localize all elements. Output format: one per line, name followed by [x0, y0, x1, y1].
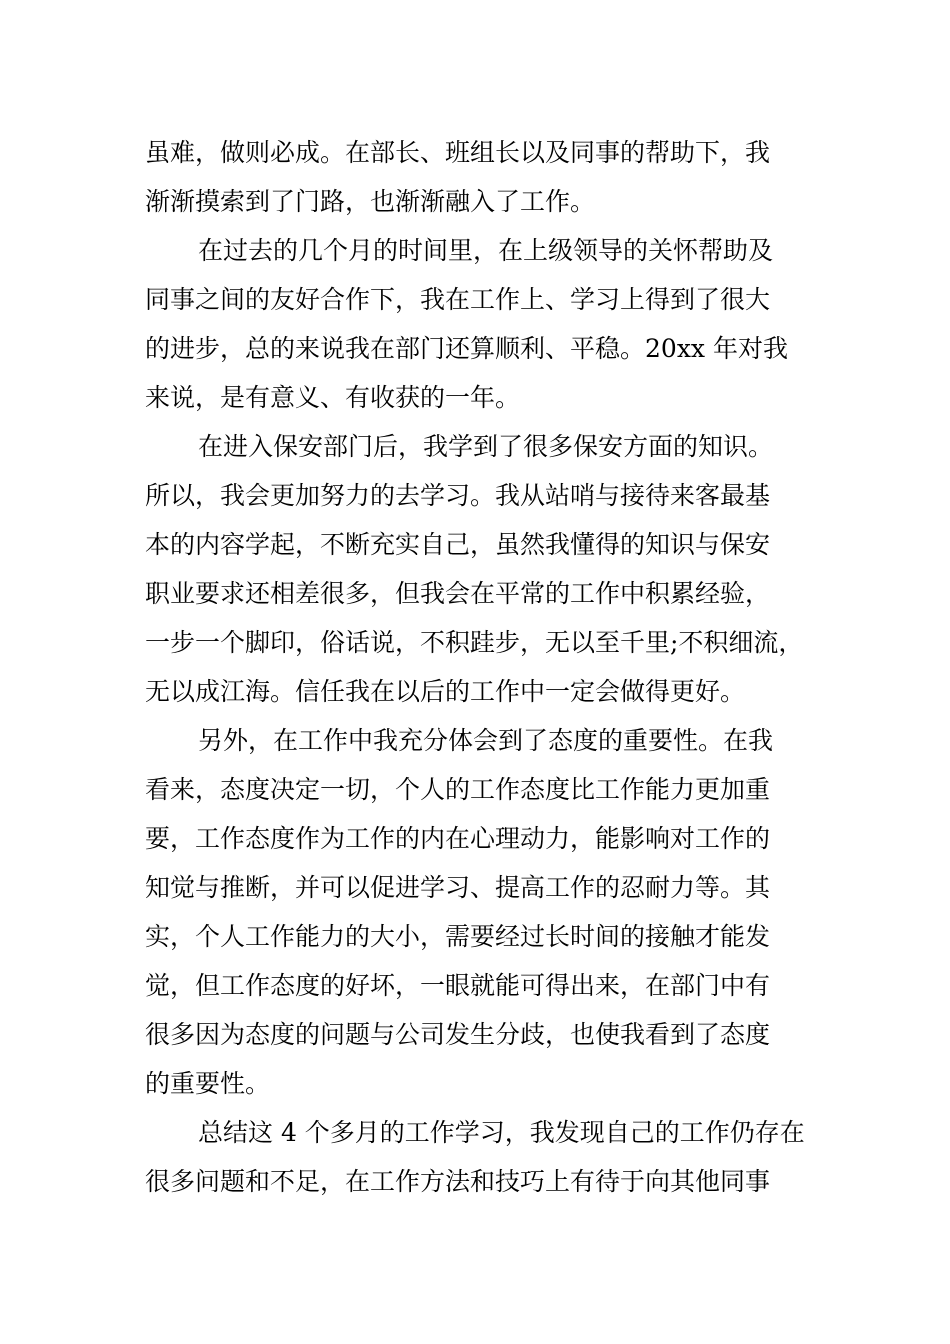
- text-line: 看来，态度决定一切，个人的工作态度比工作能力更加重: [145, 775, 771, 804]
- text-line: 觉，但工作态度的好坏，一眼就能可得出来，在部门中有: [145, 971, 771, 1000]
- text-line: 总结这 4 个多月的工作学习，我发现自己的工作仍存在: [198, 1118, 805, 1147]
- text-line: 的进步，总的来说我在部门还算顺利、平稳。20xx 年对我: [145, 334, 788, 363]
- text-line: 来说，是有意义、有收获的一年。: [145, 383, 521, 412]
- text-line: 虽难，做则必成。在部长、班组长以及同事的帮助下，我: [145, 138, 771, 167]
- text-line: 职业要求还相差很多，但我会在平常的工作中积累经验，: [145, 579, 771, 608]
- text-line: 很多因为态度的问题与公司发生分歧，也使我看到了态度: [145, 1020, 771, 1049]
- text-line: 渐渐摸索到了门路，也渐渐融入了工作。: [145, 187, 596, 216]
- body-text: [145, 128, 820, 1206]
- text-line: 本的内容学起，不断充实自己，虽然我懂得的知识与保安: [145, 530, 771, 559]
- text-line: 另外，在工作中我充分体会到了态度的重要性。在我: [198, 726, 774, 755]
- text-line: 知觉与推断，并可以促进学习、提高工作的忍耐力等。其: [145, 873, 771, 902]
- text-line: 同事之间的友好合作下，我在工作上、学习上得到了很大: [145, 285, 771, 314]
- text-line: 无以成江海。信任我在以后的工作中一定会做得更好。: [145, 677, 746, 706]
- text-line: 所以，我会更加努力的去学习。我从站哨与接待来客最基: [145, 481, 771, 510]
- text-line: 的重要性。: [145, 1069, 271, 1098]
- text-line: 实，个人工作能力的大小，需要经过长时间的接触才能发: [145, 922, 771, 951]
- text-line: 在进入保安部门后，我学到了很多保安方面的知识。: [198, 432, 774, 461]
- text-line: 要，工作态度作为工作的内在心理动力，能影响对工作的: [145, 824, 771, 853]
- text-line: 在过去的几个月的时间里，在上级领导的关怀帮助及: [198, 236, 774, 265]
- text-line: 很多问题和不足，在工作方法和技巧上有待于向其他同事: [145, 1167, 771, 1196]
- text-line: 一步一个脚印，俗话说，不积跬步，无以至千里;不积细流，: [145, 628, 804, 657]
